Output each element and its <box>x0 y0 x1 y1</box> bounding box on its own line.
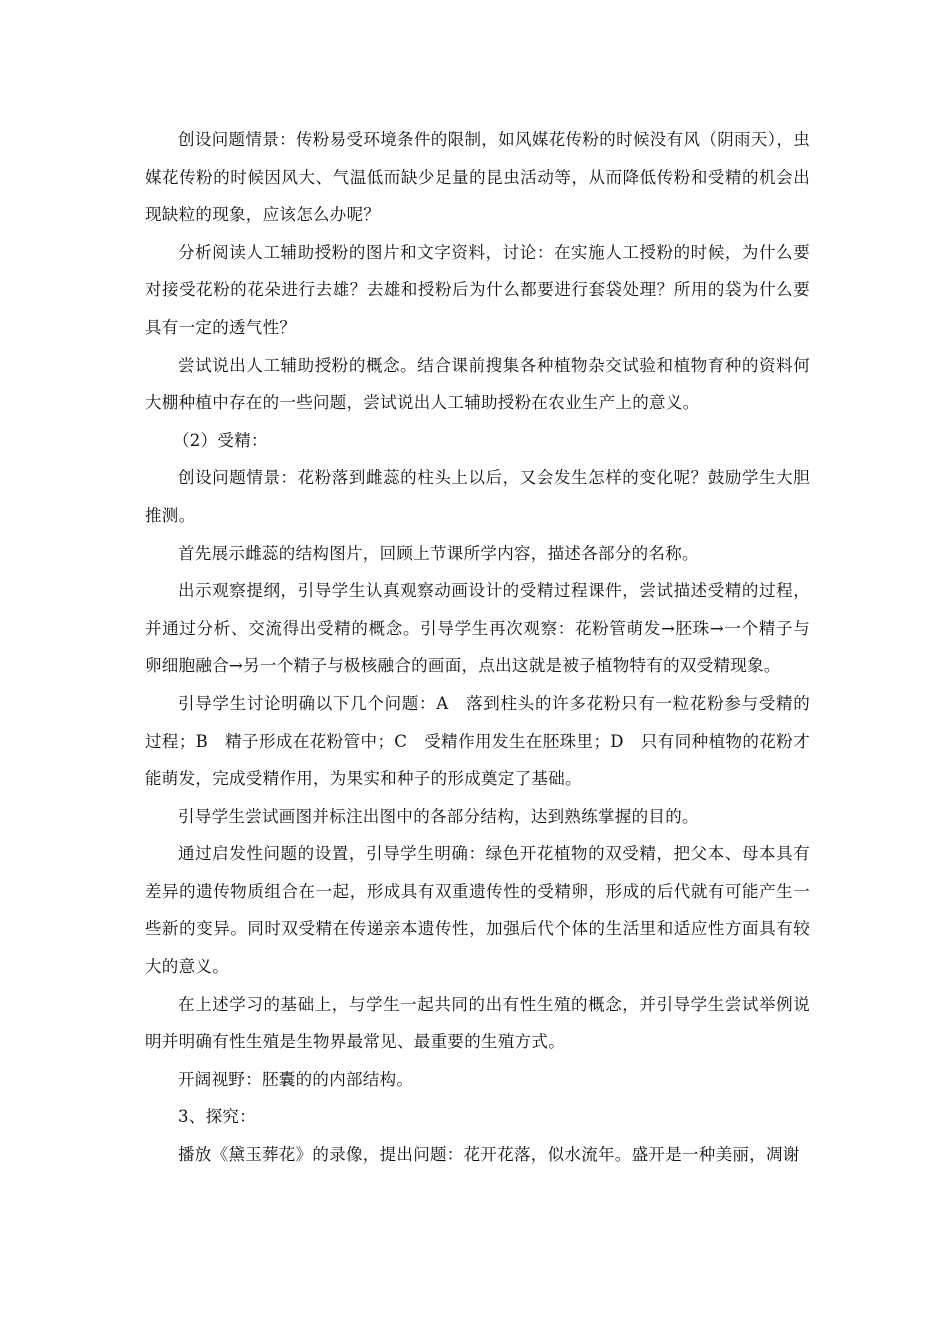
paragraph-artificial-pollination-concept: 尝试说出人工辅助授粉的概念。结合课前搜集各种植物杂交试验和植物育种的资料何大棚种植中存在的一些问题，尝试说出人工辅助授粉在农业生产上的意义。 <box>145 355 810 413</box>
document-body <box>145 121 810 1174</box>
paragraph-fertilization-scenario: 创设问题情景：花粉落到雌蕊的柱头上以后，又会发生怎样的变化呢？鼓励学生大胆推测。 <box>145 468 810 525</box>
paragraph-broaden-horizons: 开阔视野：胚囊的的内部结构。 <box>178 1069 414 1089</box>
paragraph-drawing-task: 引导学生尝试画图并标注出图中的各部分结构，达到熟练掌握的目的。 <box>178 806 699 826</box>
paragraph-pollination-scenario: 创设问题情景：传粉易受环境条件的限制，如风媒花传粉的时候没有风（阴雨天），虫媒花传粉的时候因风大、气温低而缺少足量的昆虫活动等，从而降低传粉和受精的机会出现缺粒的现象，应该怎么办呢？ <box>145 130 810 225</box>
paragraph-discussion-questions: 引导学生讨论明确以下几个问题：A 落到柱头的许多花粉只有一粒花粉参与受精的过程；B 精子形成在花粉管中；C 受精作用发生在胚珠里；D 只有同种植物的花粉才能萌发，完成受精作用，为果实和种子的形成奠定了基础。 <box>145 693 810 789</box>
paragraph-sexual-reproduction: 在上述学习的基础上，与学生一起共同的出有性生殖的概念，并引导学生尝试举例说明并明确有性生殖是生物界最常见、最重要的生殖方式。 <box>145 994 810 1052</box>
paragraph-artificial-pollination-discussion: 分析阅读人工辅助授粉的图片和文字资料，讨论：在实施人工授粉的时候，为什么要对接受花粉的花朵进行去雄？去雄和授粉后为什么都要进行套袋处理？所用的袋为什么要具有一定的透气性？ <box>145 242 810 337</box>
paragraph-video-question: 播放《黛玉葬花》的录像，提出问题：花开花落，似水流年。盛开是一种美丽，凋谢 <box>178 1145 800 1165</box>
paragraph-pistil-structure: 首先展示雌蕊的结构图片，回顾上节课所学内容，描述各部分的名称。 <box>178 543 699 563</box>
section-heading-fertilization: （2）受精： <box>173 430 268 450</box>
paragraph-observation-outline: 出示观察提纲，引导学生认真观察动画设计的受精过程课件，尝试描述受精的过程，并通过分析、交流得出受精的概念。引导学生再次观察：花粉管萌发→胚珠→一个精子与卵细胞融合→另一个精子与极核融合的画面，点出这就是被子植物特有的双受精现象。 <box>145 581 810 676</box>
paragraph-double-fertilization: 通过启发性问题的设置，引导学生明确：绿色开花植物的双受精，把父本、母本具有差异的遗传物质组合在一起，形成具有双重遗传性的受精卵，形成的后代就有可能产生一些新的变异。同时双受精在传递亲本遗传性，加强后代个体的生活里和适应性方面具有较大的意义。 <box>145 844 810 977</box>
paragraph-explore-heading: 3、探究： <box>178 1107 256 1127</box>
